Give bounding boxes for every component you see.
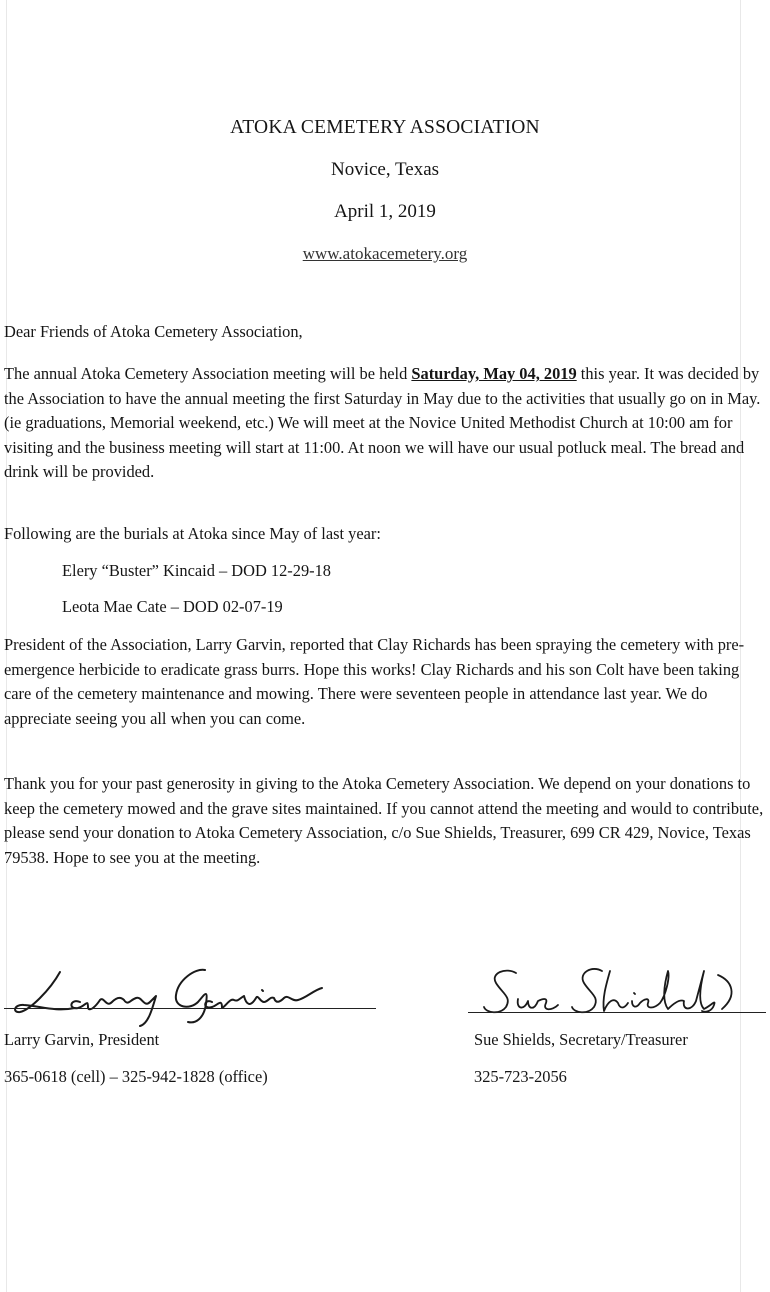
organization-location: Novice, Texas (330, 159, 440, 180)
paragraph-maintenance: President of the Association, Larry Garvin, reported that Clay Richards has been spraying the cemetery with pre-emergence herbicide to eradicate grass burrs. Hope this works! Clay Richards and his son Colt have been taking care of the cemetery maintenance and mowing. There were seventeen people in attendance last year. We do appreciate seeing you all when you can come. (4, 635, 745, 728)
paragraph-meeting (4, 362, 764, 485)
signer-president: Larry Garvin, President (4, 1030, 160, 1049)
sue-shields-signature-icon (470, 955, 770, 1025)
signature-line-left (4, 1008, 376, 1009)
burial-item: Leota Mae Cate – DOD 02-07-19 (62, 597, 283, 616)
website-link[interactable]: www.atokacemetery.org (302, 244, 468, 263)
meeting-date-highlight: Saturday, May 04, 2019 (411, 364, 577, 383)
larry-garvin-signature-icon (0, 950, 380, 1030)
signature-line-right (468, 1012, 766, 1013)
paragraph-burials-intro: Following are the burials at Atoka since May of last year: (4, 524, 381, 543)
paragraph-meeting-body: this year. It was decided by the Association to have the annual meeting the first Saturday in May due to the activities that usually go on in May. (ie graduations, Memorial weekend, etc.) We will meet at the Novice United Methodist Church at 10:00 am for visiting and the business meeting will start at 11:00. At noon we will have our usual potluck meal. The bread and drink will be provided. (4, 364, 761, 482)
secretary-phone: 325-723-2056 (474, 1067, 567, 1086)
signer-secretary-treasurer: Sue Shields, Secretary/Treasurer (474, 1030, 688, 1049)
salutation: Dear Friends of Atoka Cemetery Association, (4, 322, 303, 341)
letter-date: April 1, 2019 (334, 201, 436, 222)
organization-title: ATOKA CEMETERY ASSOCIATION (230, 117, 540, 138)
paragraph-donations: Thank you for your past generosity in giving to the Atoka Cemetery Association. We depend on your donations to keep the cemetery mowed and the grave sites maintained. If you cannot attend the meeting and would to contribute, please send your donation to Atoka Cemetery Association, c/o Sue Shields, Treasurer, 699 CR 429, Novice, Texas 79538. Hope to see you at the meeting. (4, 774, 764, 867)
paragraph-meeting-intro: The annual Atoka Cemetery Association meeting will be held (4, 364, 412, 383)
burial-item: Elery “Buster” Kincaid – DOD 12-29-18 (62, 561, 332, 580)
president-phone: 365-0618 (cell) – 325-942-1828 (office) (4, 1067, 268, 1086)
